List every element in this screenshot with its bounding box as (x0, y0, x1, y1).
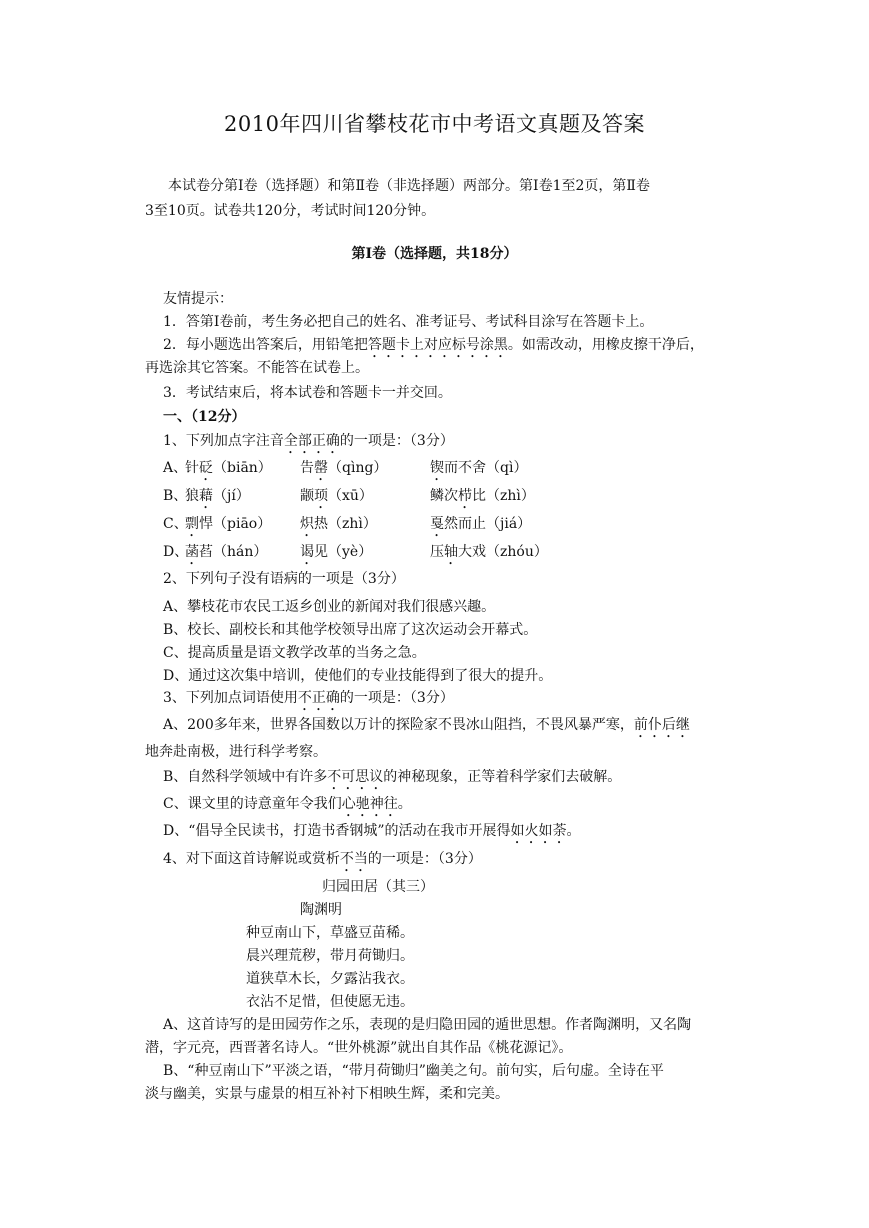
q3-b-text-a: B、自然科学领域中有许多 (163, 769, 328, 785)
q1-d-w1-dot: 菡 (185, 544, 199, 560)
q1-option-d-word-2 (300, 542, 372, 568)
tip-item-2-part-c: 。如需改动，用橡皮擦干净后， (507, 337, 704, 353)
q1-c-w3-dot: 戛 (430, 516, 444, 532)
q3-stem-a: 3、下列加点词语使用 (163, 690, 298, 706)
question-2-stem: 2、下列句子没有语病的一项是（3分） (163, 571, 405, 587)
q4-stem-c: 的一项是：（3分） (367, 851, 482, 867)
q3-a-emphasis: 前仆后继 (633, 717, 690, 733)
section-title: 第Ⅰ卷（选择题，共18分） (351, 246, 518, 262)
q1-stem-emphasis: 全部正确 (283, 433, 340, 449)
q1-b-w1-c: （jí） (213, 488, 250, 504)
q1-option-a-word-3 (430, 458, 527, 484)
q3-option-c (163, 794, 412, 820)
q3-c-emphasis: 心驰神往 (341, 796, 398, 812)
q1-a-w2-dot: 罄 (314, 460, 328, 476)
q3-option-b (163, 767, 621, 793)
question-1-stem (163, 431, 454, 457)
tip-item-2-line-2: 再选涂其它答案。不能答在试卷上。 (145, 360, 369, 376)
poem-line-3: 道狭草木长，夕露沾我衣。 (246, 971, 414, 987)
q3-b-text-c: 的神秘现象，正等着科学家们去破解。 (383, 769, 622, 785)
q2-option-d: D、通过这次集中培训，使他们的专业技能得到了很大的提升。 (163, 668, 553, 684)
q1-a-w1-a: 针 (185, 460, 199, 476)
q1-c-w2-dot: 炽 (300, 516, 314, 532)
q3-b-emphasis: 不可思议 (327, 769, 384, 785)
tip-item-2-emphasis: 答题卡上对应标号涂黑 (367, 337, 508, 353)
q1-a-w2-c: （qìng） (328, 460, 388, 476)
q1-option-d-label: D、 (163, 544, 189, 560)
q1-b-w2-a: 颛 (300, 488, 314, 504)
q1-d-w2-dot: 谒 (300, 544, 314, 560)
q3-a-text: A、200多年来，世界各国数以万计的探险家不畏冰山阻挡，不畏风暴严寒， (163, 717, 634, 733)
tip-item-3: 3．考试结束后，将本试卷和答题卡一并交回。 (163, 385, 452, 401)
q1-option-b-word-1 (185, 486, 250, 512)
question-4-stem (163, 849, 482, 875)
document-title: 2010年四川省攀枝花市中考语文真题及答案 (224, 112, 645, 136)
q1-d-w3-c: 大戏（zhóu） (458, 544, 548, 560)
q1-a-w1-c: （biān） (213, 460, 272, 476)
q1-option-a-word-1 (185, 458, 272, 484)
q3-c-text-c: 。 (397, 796, 412, 812)
q1-a-w1-dot: 砭 (199, 460, 213, 476)
q4-option-a-line-1: A、这首诗写的是田园劳作之乐，表现的是归隐田园的遁世思想。作者陶渊明，又名陶 (163, 1017, 692, 1033)
q2-option-b: B、校长、副校长和其他学校领导出席了这次运动会开幕式。 (163, 622, 538, 638)
q1-stem-c: 的一项是：（3分） (339, 433, 454, 449)
poem-title: 归园田居（其三） (322, 879, 434, 895)
q3-stem-c: 的一项是：（3分） (339, 690, 454, 706)
q1-d-w3-dot: 轴 (444, 544, 458, 560)
q1-c-w1-dot: 剽 (185, 516, 199, 532)
q1-option-b-word-3 (430, 486, 535, 512)
q3-option-a-line-2: 地奔赴南极，进行科学考察。 (145, 744, 327, 760)
q3-option-a-line-1 (163, 715, 690, 741)
poem-line-1: 种豆南山下，草盛豆苗稀。 (246, 925, 414, 941)
q1-b-w2-dot: 顼 (314, 488, 328, 504)
q1-d-w3-a: 压 (430, 544, 444, 560)
tips-heading: 友情提示： (163, 291, 233, 307)
q1-b-w1-a: 狼 (185, 488, 199, 504)
q4-option-b-line-1: B、“种豆南山下”平淡之语，“带月荷锄归”幽美之句。前句实，后句虚。全诗在平 (163, 1063, 664, 1079)
q1-a-w2-a: 告 (300, 460, 314, 476)
q1-option-a-word-2 (300, 458, 387, 484)
q1-d-w1-c: 萏（hán） (199, 544, 268, 560)
q3-option-d (163, 821, 581, 847)
q1-option-a-label: A、 (163, 460, 188, 476)
poem-line-2: 晨兴理荒秽，带月荷锄归。 (246, 948, 414, 964)
question-3-stem (163, 688, 454, 714)
q1-stem-a: 1、下列加点字注音 (163, 433, 284, 449)
q1-option-d-word-3 (430, 542, 548, 568)
q1-b-w2-c: （xū） (328, 488, 373, 504)
q1-d-w2-c: 见（yè） (314, 544, 373, 560)
q4-option-a-line-2: 潜，字元亮，西晋著名诗人。“世外桃源”就出自其作品《桃花源记》。 (145, 1040, 573, 1056)
intro-line-1: 本试卷分第Ⅰ卷（选择题）和第Ⅱ卷（非选择题）两部分。第Ⅰ卷1至2页，第Ⅱ卷 (168, 178, 650, 194)
q3-d-text-c: 。 (566, 823, 581, 839)
part-heading: 一、（12分） (163, 409, 246, 425)
q3-stem-emphasis: 不正确 (297, 690, 340, 706)
q1-b-w3-dot: 栉 (458, 488, 472, 504)
poem-line-4: 衣沾不足惜，但使愿无违。 (246, 994, 414, 1010)
tip-item-2-part-a: 2．每小题选出答案后，用铅笔把 (163, 337, 368, 353)
q1-b-w1-dot: 藉 (199, 488, 213, 504)
q1-option-c-word-2 (300, 514, 377, 540)
q1-c-w1-c: 悍（piāo） (199, 516, 272, 532)
q4-option-b-line-2: 淡与幽美，实景与虚景的相互补衬下相映生辉，柔和完美。 (145, 1086, 509, 1102)
q1-b-w3-a: 鳞次 (430, 488, 458, 504)
q1-c-w2-c: 热（zhì） (314, 516, 377, 532)
q2-option-a: A、攀枝花市农民工返乡创业的新闻对我们很感兴趣。 (163, 599, 496, 615)
poem-author: 陶渊明 (300, 902, 342, 918)
intro-line-2: 3至10页。试卷共120分，考试时间120分钟。 (145, 203, 436, 219)
q1-option-b-word-2 (300, 486, 373, 512)
q1-c-w3-c: 然而止（jiá） (444, 516, 532, 532)
q4-stem-emphasis: 不当 (339, 851, 368, 867)
q1-a-w3-b: 而不舍（qì） (444, 460, 528, 476)
q3-d-emphasis: 如火如荼 (510, 823, 567, 839)
q1-option-b-label: B、 (163, 488, 188, 504)
q1-a-w3-dot: 锲 (430, 460, 444, 476)
q1-option-c-label: C、 (163, 516, 188, 532)
q1-b-w3-c: 比（zhì） (472, 488, 535, 504)
q2-option-c: C、提高质量是语文教学改革的当务之急。 (163, 645, 426, 661)
tip-item-1: 1．答第Ⅰ卷前，考生务必把自己的姓名、准考证号、考试科目涂写在答题卡上。 (163, 314, 654, 330)
q1-option-d-word-1 (185, 542, 267, 568)
q1-option-c-word-1 (185, 514, 271, 540)
q3-d-text-a: D、“倡导全民读书，打造书香钢城”的活动在我市开展得 (163, 823, 511, 839)
q1-option-c-word-3 (430, 514, 531, 540)
q3-c-text-a: C、课文里的诗意童年令我们 (163, 796, 342, 812)
q4-stem-a: 4、对下面这首诗解说或赏析 (163, 851, 340, 867)
